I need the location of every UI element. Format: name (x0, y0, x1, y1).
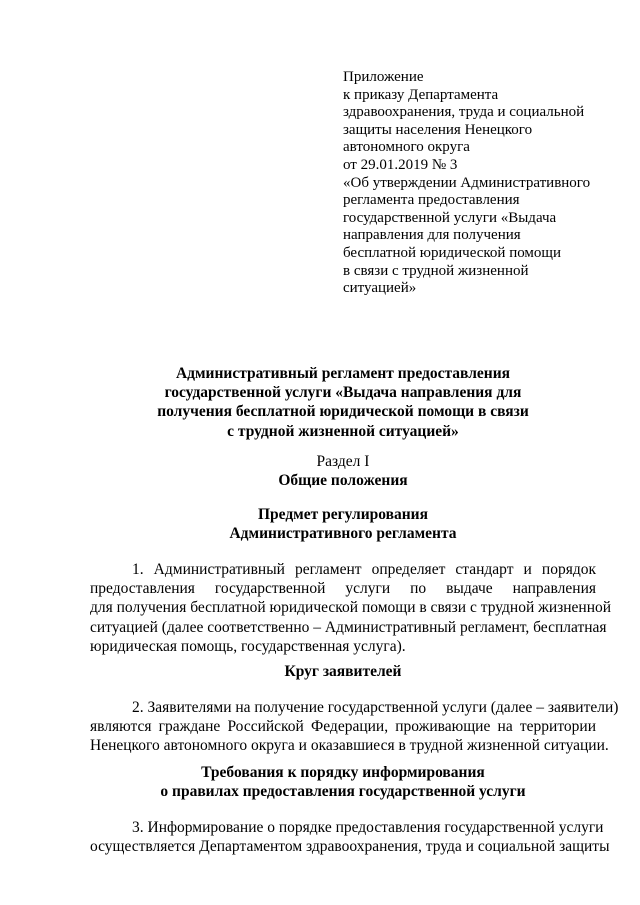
document-title (90, 364, 596, 441)
appendix-line: «Об утверждении Административного (343, 174, 591, 191)
appendix-line: к приказу Департамента (343, 86, 499, 103)
paragraph-line: юридическая помощь, государственная услуга). (90, 637, 406, 655)
paragraph-line: Ненецкого автономного округа и оказавшиеся в трудной жизненной ситуации. (90, 737, 609, 755)
appendix-line: бесплатной юридической помощи (343, 244, 562, 261)
requirements-heading-line: о правилах предоставления государственной услуги (160, 783, 526, 801)
appendix-line: направления для получения (343, 227, 521, 244)
applicants-heading-line: Круг заявителей (284, 663, 402, 680)
section-label: Раздел I (316, 453, 370, 470)
paragraph-line: 3. Информирование о порядке предоставления государственной услуги (132, 819, 604, 836)
paragraph-line: являются граждане Российской Федерации, проживающие на территории (90, 718, 596, 736)
appendix-line: Приложение (343, 69, 424, 85)
paragraph-line: предоставления государственной услуги по выдаче направления (90, 580, 596, 598)
paragraph-line: 2. Заявителями на получение государственной услуги (далее – заявители) (132, 699, 619, 716)
title-line: государственной услуги «Выдача направления для (164, 384, 522, 402)
appendix-line: регламента предоставления (343, 192, 520, 209)
appendix-line: государственной услуги «Выдача (343, 209, 557, 226)
paragraph-3 (90, 818, 610, 856)
requirements-heading-line: Требования к порядку информирования (201, 764, 485, 781)
appendix-line: в связи с трудной жизненной (343, 262, 529, 279)
title-line: Административный регламент предоставления (175, 365, 511, 382)
paragraph-line: ситуацией (далее соответственно – Административный регламент, бесплатная (90, 618, 607, 636)
paragraph-2 (90, 698, 619, 756)
section-heading (90, 452, 596, 490)
appendix-line: от 29.01.2019 № 3 (343, 156, 458, 173)
paragraph-line: для получения бесплатной юридической помощи в связи с трудной жизненной (90, 599, 612, 617)
title-line: получения бесплатной юридической помощи в связи (157, 403, 529, 421)
subject-heading-line: Административного регламента (229, 525, 457, 543)
applicants-heading (90, 662, 596, 681)
section-name: Общие положения (278, 472, 408, 490)
appendix-line: защиты населения Ненецкого (343, 121, 533, 138)
requirements-heading (90, 763, 596, 801)
appendix-line: здравоохранения, труда и социальной (343, 104, 585, 121)
appendix-line: ситуацией» (343, 280, 417, 297)
title-line: с трудной жизненной ситуацией» (227, 422, 459, 440)
appendix-line: автономного округа (343, 139, 470, 156)
subject-heading-line: Предмет регулирования (257, 506, 428, 523)
paragraph-line: осуществляется Департаментом здравоохранения, труда и социальной защиты (90, 838, 610, 856)
paragraph-line: 1. Административный регламент определяет стандарт и порядок (132, 561, 596, 578)
paragraph-1 (90, 560, 612, 656)
appendix-block (343, 69, 613, 298)
subject-heading (90, 505, 596, 543)
